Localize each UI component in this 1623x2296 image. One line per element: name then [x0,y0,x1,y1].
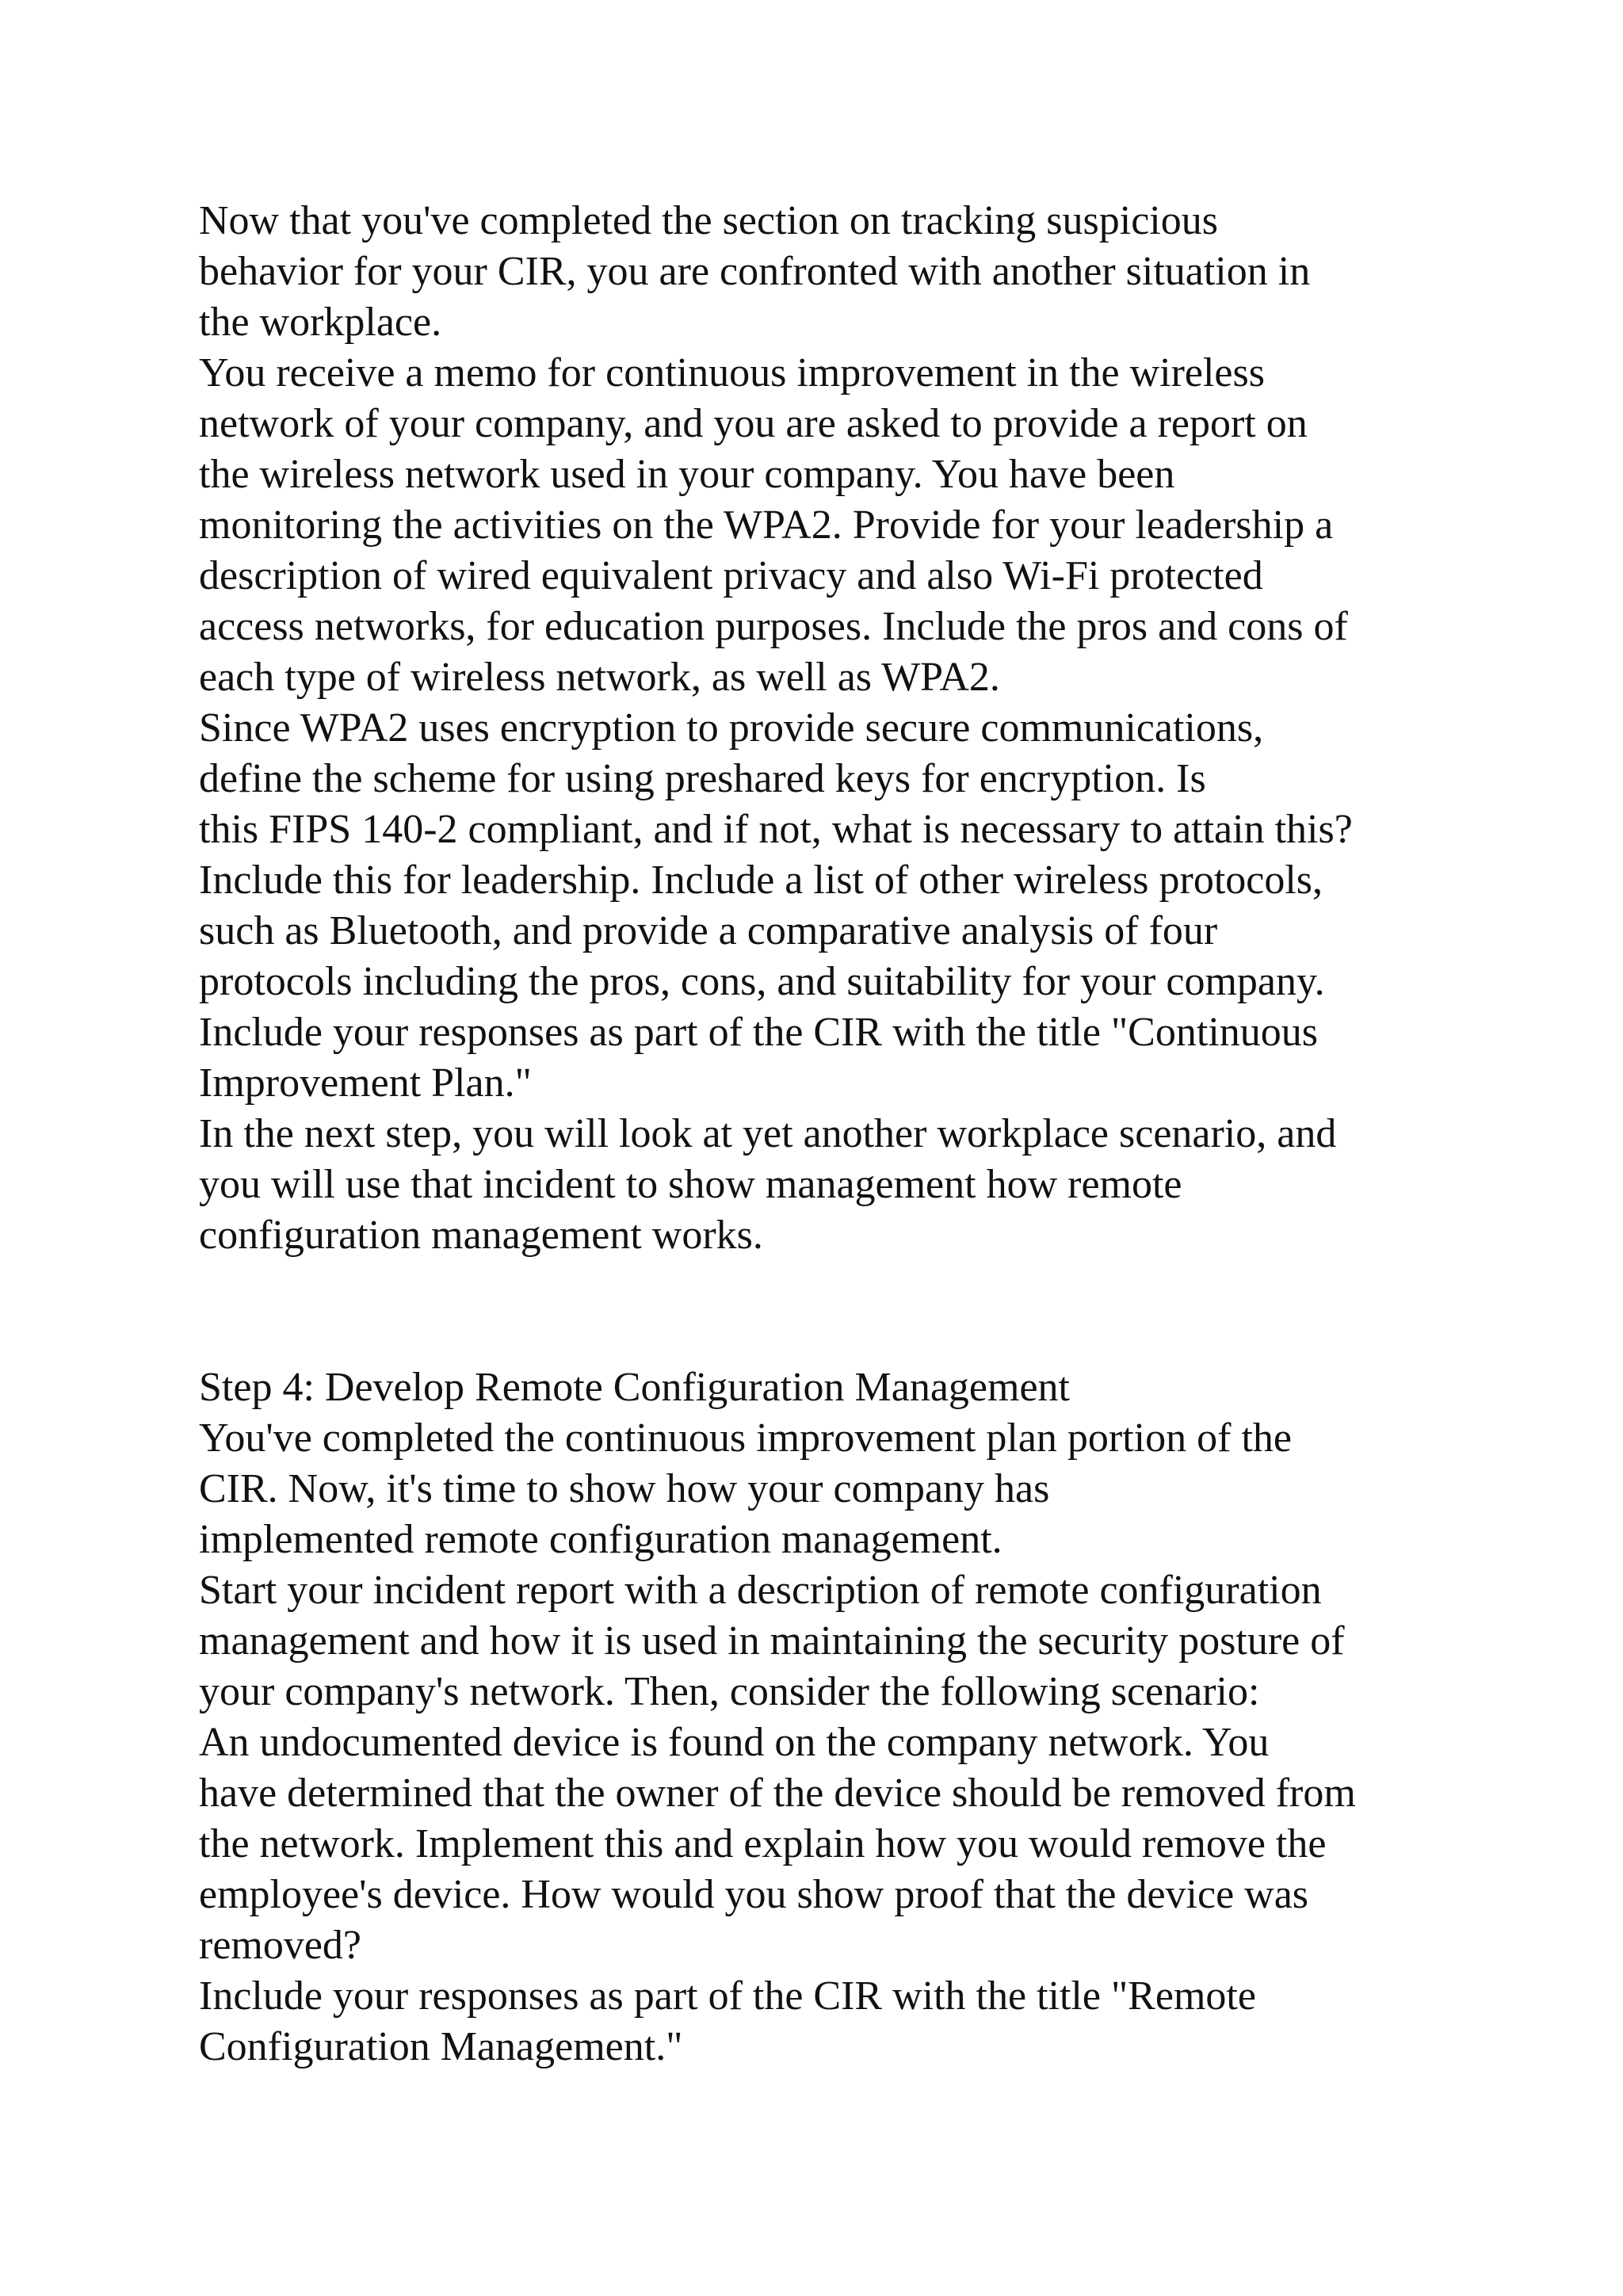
text-line: Include your responses as part of the CIR with the title "Continuous [199,1010,1318,1055]
text-line: CIR. Now, it's time to show how your company has [199,1466,1050,1511]
text-line: removed? [199,1923,362,1968]
text-line: configuration management works. [199,1213,763,1258]
text-line: management and how it is used in maintaining the security posture of [199,1618,1345,1664]
text-line: An undocumented device is found on the company network. You [199,1720,1270,1765]
text-line: the wireless network used in your company. You have been [199,452,1175,497]
text-line: monitoring the activities on the WPA2. Provide for your leadership a [199,502,1334,548]
text-line: You've completed the continuous improvement plan portion of the [199,1415,1292,1461]
text-line: employee's device. How would you show proof that the device was [199,1872,1309,1917]
text-line: In the next step, you will look at yet another workplace scenario, and [199,1111,1337,1156]
text-line: behavior for your CIR, you are confronted with another situation in [199,249,1311,294]
text-line: Start your incident report with a description of remote configuration [199,1568,1322,1613]
text-line: the workplace. [199,300,442,345]
text-line: network of your company, and you are asked to provide a report on [199,401,1308,446]
step4-heading: Step 4: Develop Remote Configuration Management [199,1365,1070,1410]
text-line: such as Bluetooth, and provide a comparative analysis of four [199,908,1218,953]
text-line: implemented remote configuration management. [199,1517,1002,1562]
text-line: this FIPS 140-2 compliant, and if not, what is necessary to attain this? [199,807,1353,852]
text-line: define the scheme for using preshared keys for encryption. Is [199,756,1206,801]
text-line: your company's network. Then, consider the following scenario: [199,1669,1260,1714]
text-line: description of wired equivalent privacy and also Wi-Fi protected [199,553,1263,598]
text-line: You receive a memo for continuous improvement in the wireless [199,350,1265,395]
text-line: access networks, for education purposes. Include the pros and cons of [199,604,1348,649]
text-line: have determined that the owner of the device should be removed from [199,1771,1356,1816]
text-line: Include your responses as part of the CIR with the title "Remote [199,1973,1256,2019]
text-line: Improvement Plan." [199,1060,532,1106]
text-line: each type of wireless network, as well as WPA2. [199,655,1000,700]
step4-section [199,1362,1467,2073]
text-line: Configuration Management." [199,2024,683,2069]
text-line: protocols including the pros, cons, and suitability for your company. [199,959,1325,1004]
section-spacer [199,1261,1467,1362]
text-line: Since WPA2 uses encryption to provide secure communications, [199,705,1264,751]
text-line: Now that you've completed the section on tracking suspicious [199,198,1218,243]
document-body [199,196,1467,2073]
text-line: Include this for leadership. Include a list of other wireless protocols, [199,858,1323,903]
text-line: you will use that incident to show management how remote [199,1162,1182,1207]
text-line: the network. Implement this and explain how you would remove the [199,1821,1327,1866]
intro-section [199,196,1467,1261]
